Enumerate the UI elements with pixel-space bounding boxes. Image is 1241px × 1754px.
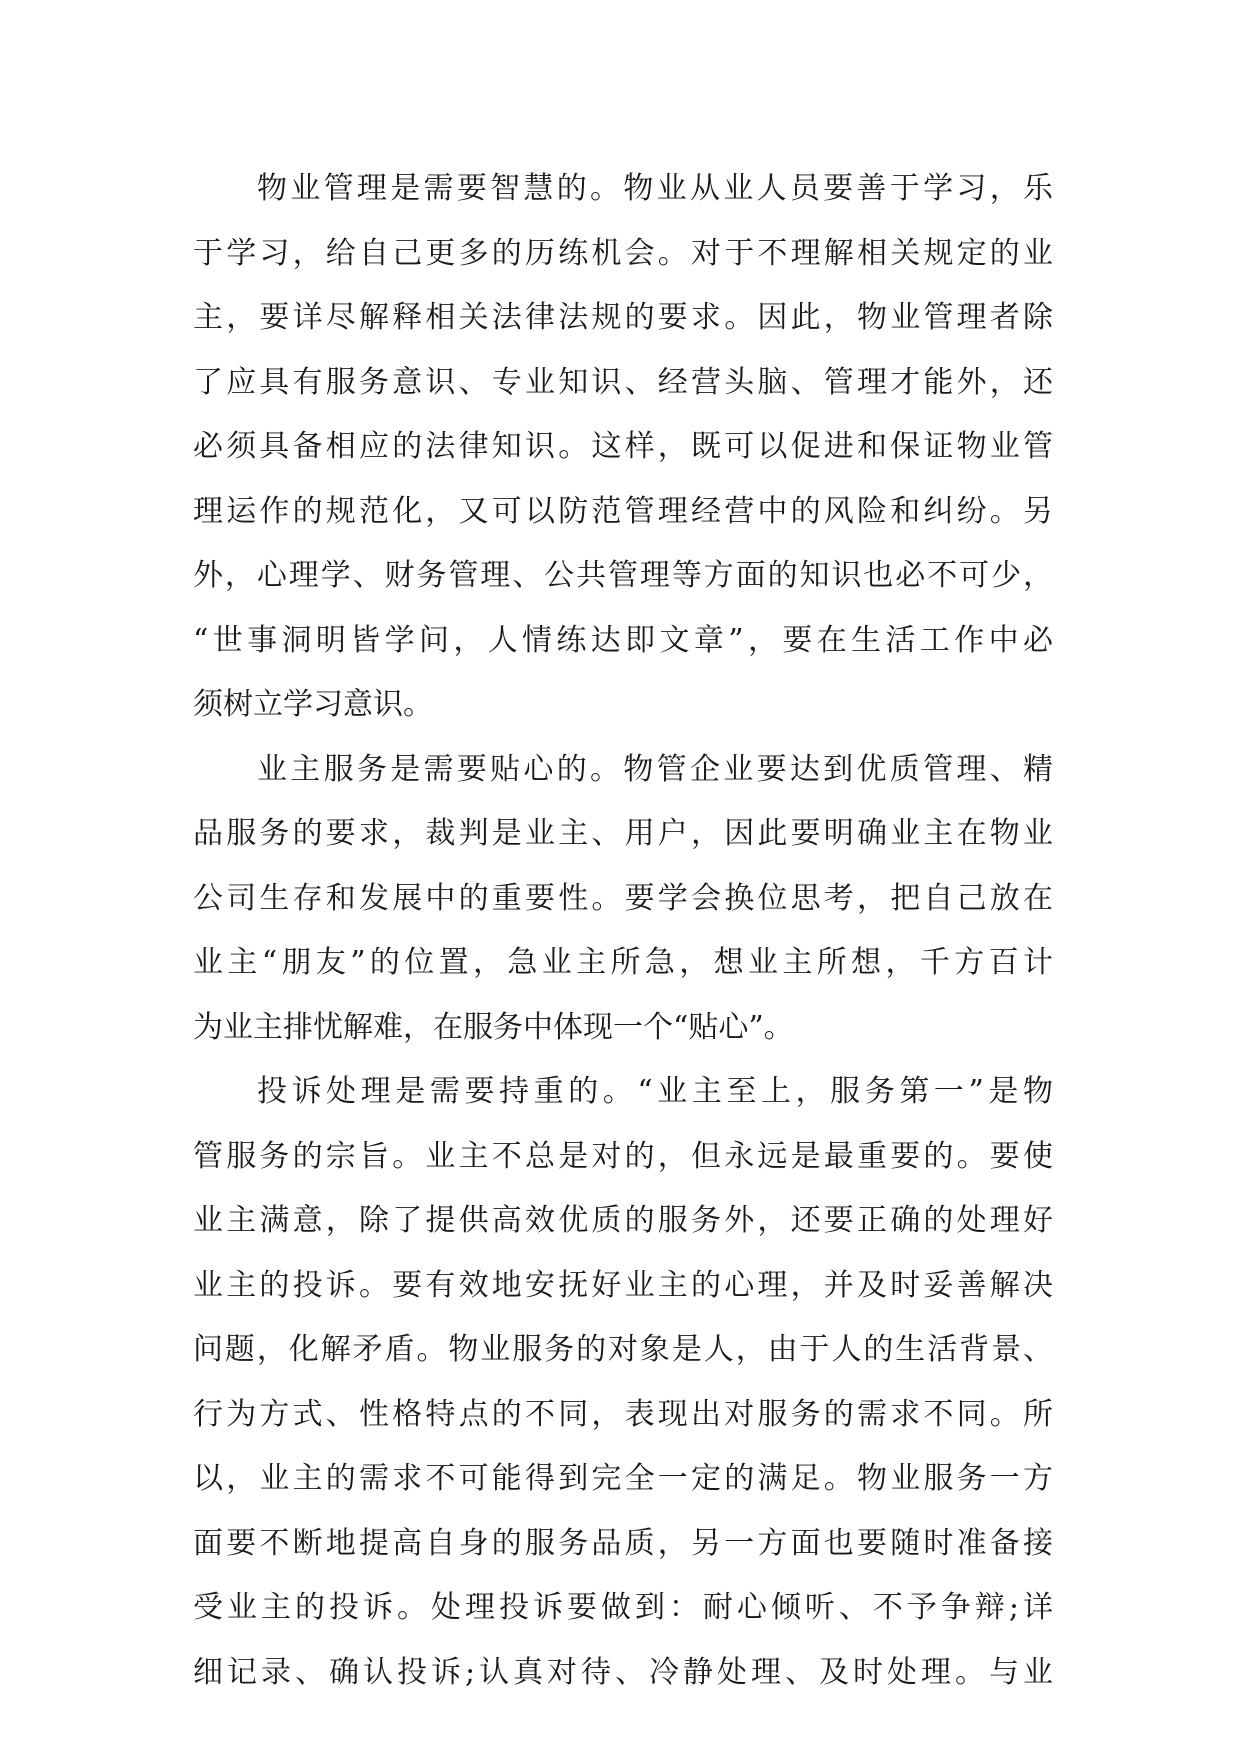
paragraph-3-line-3: 业主满意，除了提供高效优质的服务外，还要正确的处理好 (193, 1203, 1053, 1238)
paragraph-1-line-7: 外，心理学、财务管理、公共管理等方面的知识也必不可少， (193, 558, 1053, 593)
paragraph-2-line-4: 业主“朋友”的位置，急业主所急，想业主所想，千方百计 (193, 945, 1053, 980)
paragraph-1-line-2: 于学习，给自己更多的历练机会。对于不理解相关规定的业 (193, 235, 1053, 271)
paragraph-3-line-7: 以，业主的需求不可能得到完全一定的满足。物业服务一方 (193, 1461, 1053, 1496)
paragraph-1-line-4: 了应具有服务意识、专业知识、经营头脑、管理才能外，还 (193, 364, 1053, 400)
paragraph-1-line-1: 物业管理是需要智慧的。物业从业人员要善于学习，乐 (257, 171, 1053, 206)
paragraph-3-line-5: 问题，化解矛盾。物业服务的对象是人，由于人的生活背景、 (193, 1332, 1053, 1367)
paragraph-1-line-6: 理运作的规范化，又可以防范管理经营中的风险和纠纷。另 (193, 493, 1053, 529)
paragraph-3-line-2: 管服务的宗旨。业主不总是对的，但永远是最重要的。要使 (193, 1138, 1053, 1174)
paragraph-1-line-5: 必须具备相应的法律知识。这样，既可以促进和保证物业管 (193, 429, 1053, 464)
paragraph-2-line-2: 品服务的要求，裁判是业主、用户，因此要明确业主在物业 (193, 816, 1053, 851)
paragraph-3-line-10: 细记录、确认投诉;认真对待、冷静处理、及时处理。与业 (193, 1654, 1053, 1690)
document-body (193, 157, 1053, 1705)
paragraph-3-line-1: 投诉处理是需要持重的。“业主至上，服务第一”是物 (257, 1074, 1053, 1109)
paragraph-3-line-8: 面要不断地提高自身的服务品质，另一方面也要随时准备接 (193, 1525, 1053, 1561)
paragraph-2-line-3: 公司生存和发展中的重要性。要学会换位思考，把自己放在 (193, 880, 1053, 916)
paragraph-3-line-9: 受业主的投诉。处理投诉要做到：耐心倾听、不予争辩;详 (193, 1590, 1053, 1625)
paragraph-2-line-1: 业主服务是需要贴心的。物管企业要达到优质管理、精 (257, 751, 1053, 787)
paragraph-1-line-8: “世事洞明皆学问，人情练达即文章”，要在生活工作中必 (193, 622, 1053, 658)
paragraph-1-line-3: 主，要详尽解释相关法律法规的要求。因此，物业管理者除 (193, 300, 1053, 335)
paragraph-2-line-5: 为业主排忧解难，在服务中体现一个“贴心”。 (193, 1009, 794, 1045)
paragraph-3-line-4: 业主的投诉。要有效地安抚好业主的心理，并及时妥善解决 (193, 1267, 1053, 1303)
paragraph-1-line-9: 须树立学习意识。 (193, 687, 433, 722)
paragraph-3-line-6: 行为方式、性格特点的不同，表现出对服务的需求不同。所 (193, 1396, 1053, 1432)
